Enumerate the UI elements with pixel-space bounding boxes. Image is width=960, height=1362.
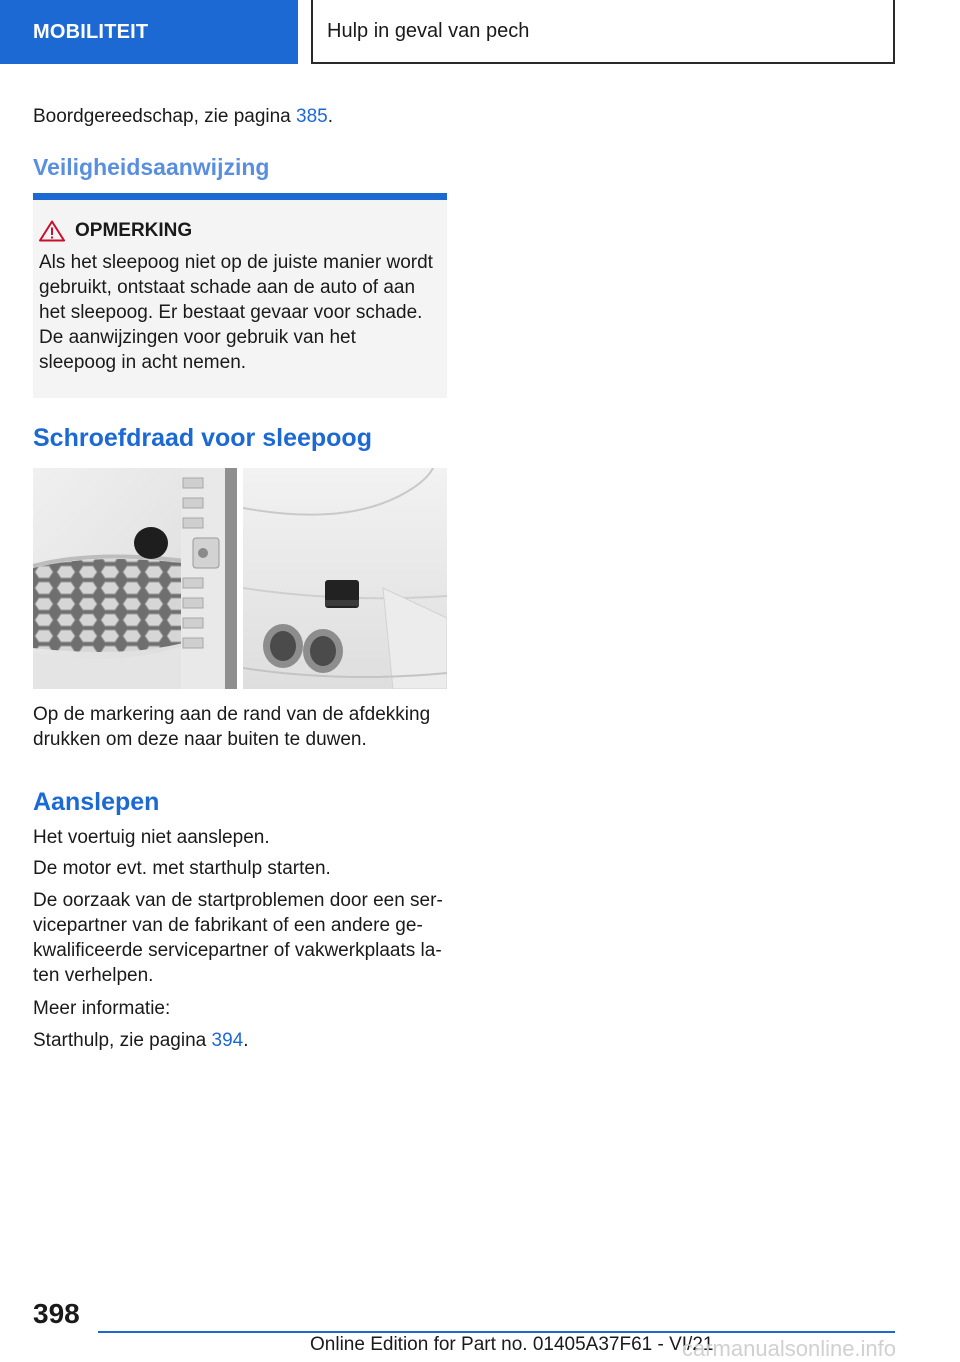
header-chapter-title: Hulp in geval van pech [311,0,895,64]
warning-triangle-icon [39,220,65,242]
notice-box [33,193,447,398]
starthulp-suffix: . [243,1030,249,1051]
page-link-394[interactable]: 394 [211,1030,244,1051]
notice-title: OPMERKING [75,220,193,241]
thread-heading: Schroefdraad voor sleepoog [33,424,372,452]
towing-heading: Aanslepen [33,788,160,816]
header-section-title: MOBILITEIT [0,0,298,64]
rear-bumper-image [243,468,447,689]
towing-paragraph-1: Het voertuig niet aanslepen. [33,827,270,848]
front-bumper-image [33,468,237,689]
starthulp-text: Starthulp, zie pagina [33,1030,212,1051]
thread-caption: Op de markering aan de rand van de afdekking drukken om deze naar buiten te duwen. [33,704,431,750]
notice-header [39,220,437,242]
towing-paragraph-5 [33,1028,447,1053]
intro-paragraph [33,104,447,129]
footer-divider [98,1331,895,1333]
watermark: carmanualsonline.info [682,1336,897,1361]
towing-paragraph-4: Meer informatie: [33,998,171,1019]
towing-paragraph-2: De motor evt. met starthulp starten. [33,858,331,879]
intro-suffix: . [327,106,334,127]
footer-edition: Online Edition for Part no. 01405A37F61 - VI/21 [310,1334,714,1355]
notice-text: Als het sleepoog niet op de juiste manier wordt gebruikt, ontstaat schade aan de auto of aan het sleepoog. Er bestaat gevaar voor schade. De aanwijzingen voor gebruik van het sleepoog in acht nemen. [39,252,433,373]
towing-paragraph-3: De oorzaak van de startproblemen door een servicepartner van de fabrikant of een andere gekwalificeerde servicepartner of vakwerkplaats laten verhelpen. [33,890,443,986]
page-link-385[interactable]: 385 [296,106,328,127]
intro-text: Boordgereedschap, zie pagina [33,106,297,127]
page-number: 398 [33,1298,80,1329]
safety-heading: Veiligheidsaanwijzing [33,154,270,180]
